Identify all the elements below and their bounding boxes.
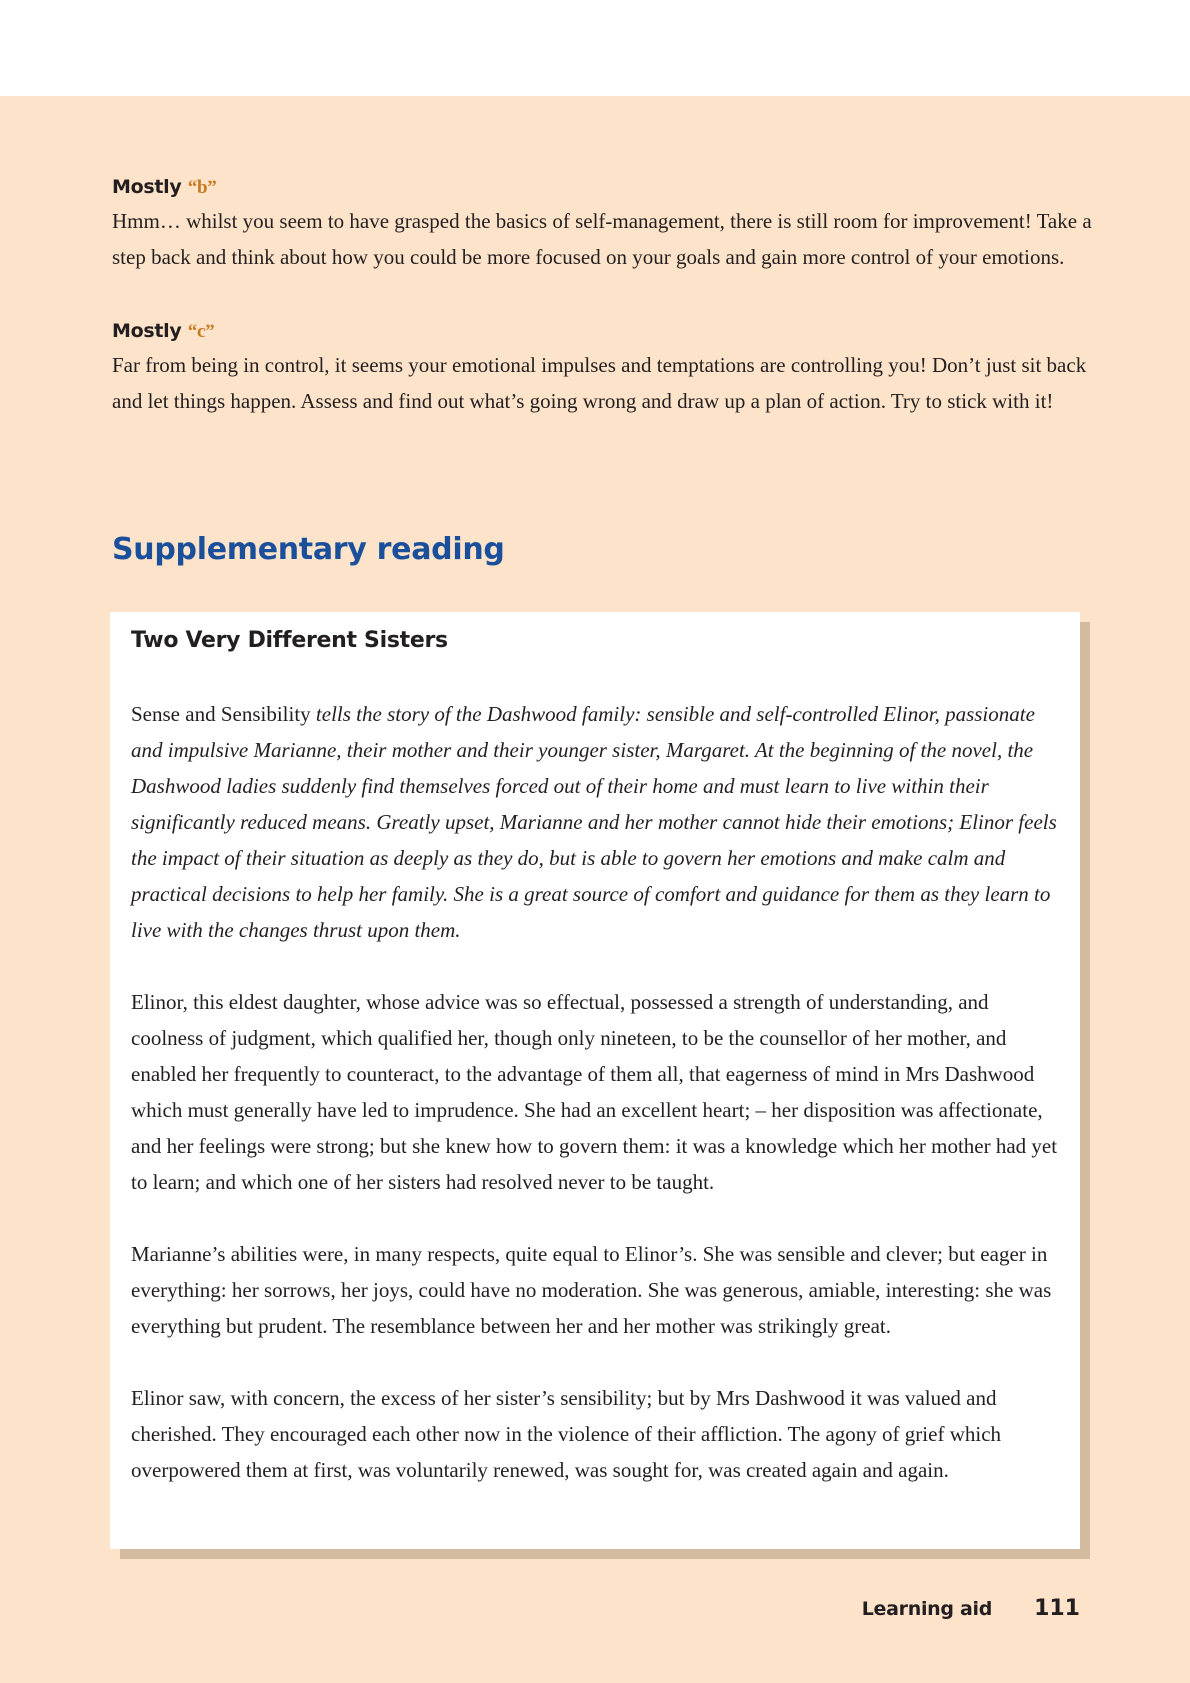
book-title: Sense and Sensibility bbox=[131, 702, 311, 726]
reading-intro bbox=[131, 696, 1066, 948]
intro-text: tells the story of the Dashwood family: sensible and self-controlled Elinor, passionate and impulsive Marianne, their mother and their younger sister, Margaret. At the beginning of the novel, the Dashwood ladies suddenly find themselves forced out of their home and must learn to live within their significantly reduced means. Greatly upset, Marianne and her mother cannot hide their emotions; Elinor feels the impact of their situation as deeply as they do, but is able to govern her emotions and make calm and practical decisions to help her family. She is a great source of comfort and guidance for them as they learn to live with the changes thrust upon them. bbox=[131, 702, 1057, 942]
reading-body bbox=[131, 696, 1066, 1524]
top-margin bbox=[0, 0, 1190, 96]
reading-paragraph: Elinor, this eldest daughter, whose advice was so effectual, possessed a strength of understanding, and coolness of judgment, which qualified her, though only nineteen, to be the counsellor of her mother, and enabled her frequently to counteract, to the advantage of them all, that eagerness of mind in Mrs Dashwood which must generally have led to imprudence. She had an excellent heart; – her disposition was affectionate, and her feelings were strong; but she knew how to govern them: it was a knowledge which her mother had yet to learn; and which one of her sisters had resolved never to be taught. bbox=[131, 990, 1058, 1194]
result-mostly-b bbox=[112, 176, 1092, 275]
label-prefix: Mostly bbox=[112, 320, 182, 342]
result-text: Hmm… whilst you seem to have grasped the basics of self-management, there is still room for improvement! Take a step back and think about how you could be more focused on your goals and gain more control of your emotions. bbox=[112, 209, 1092, 269]
label-letter: “b” bbox=[187, 177, 217, 198]
page-footer bbox=[862, 1596, 1080, 1621]
reading-paragraph: Marianne’s abilities were, in many respects, quite equal to Elinor’s. She was sensible and clever; but eager in everything: her sorrows, her joys, could have no moderation. She was generous, amiable, interesting: she was everything but prudent. The resemblance between her and her mother was strikingly great. bbox=[131, 1242, 1052, 1338]
reading-card bbox=[110, 612, 1080, 1549]
result-mostly-c bbox=[112, 320, 1092, 419]
label-letter: “c” bbox=[187, 321, 215, 342]
section-heading: Supplementary reading bbox=[112, 532, 505, 567]
reading-title: Two Very Different Sisters bbox=[131, 628, 448, 653]
result-text: Far from being in control, it seems your emotional impulses and temptations are controlling you! Don’t just sit back and let things happen. Assess and find out what’s going wrong and draw up a plan of action. Try to stick with it! bbox=[112, 353, 1087, 413]
result-label bbox=[112, 176, 1092, 199]
page-number: 111 bbox=[1034, 1596, 1080, 1621]
result-label bbox=[112, 320, 1092, 343]
footer-section-label: Learning aid bbox=[861, 1598, 993, 1620]
label-prefix: Mostly bbox=[112, 176, 182, 198]
reading-paragraph: Elinor saw, with concern, the excess of her sister’s sensibility; but by Mrs Dashwood it was valued and cherished. They encouraged each other now in the violence of their affliction. The agony of grief which overpowered them at first, was voluntarily renewed, was sought for, was created again and again. bbox=[131, 1386, 1002, 1482]
